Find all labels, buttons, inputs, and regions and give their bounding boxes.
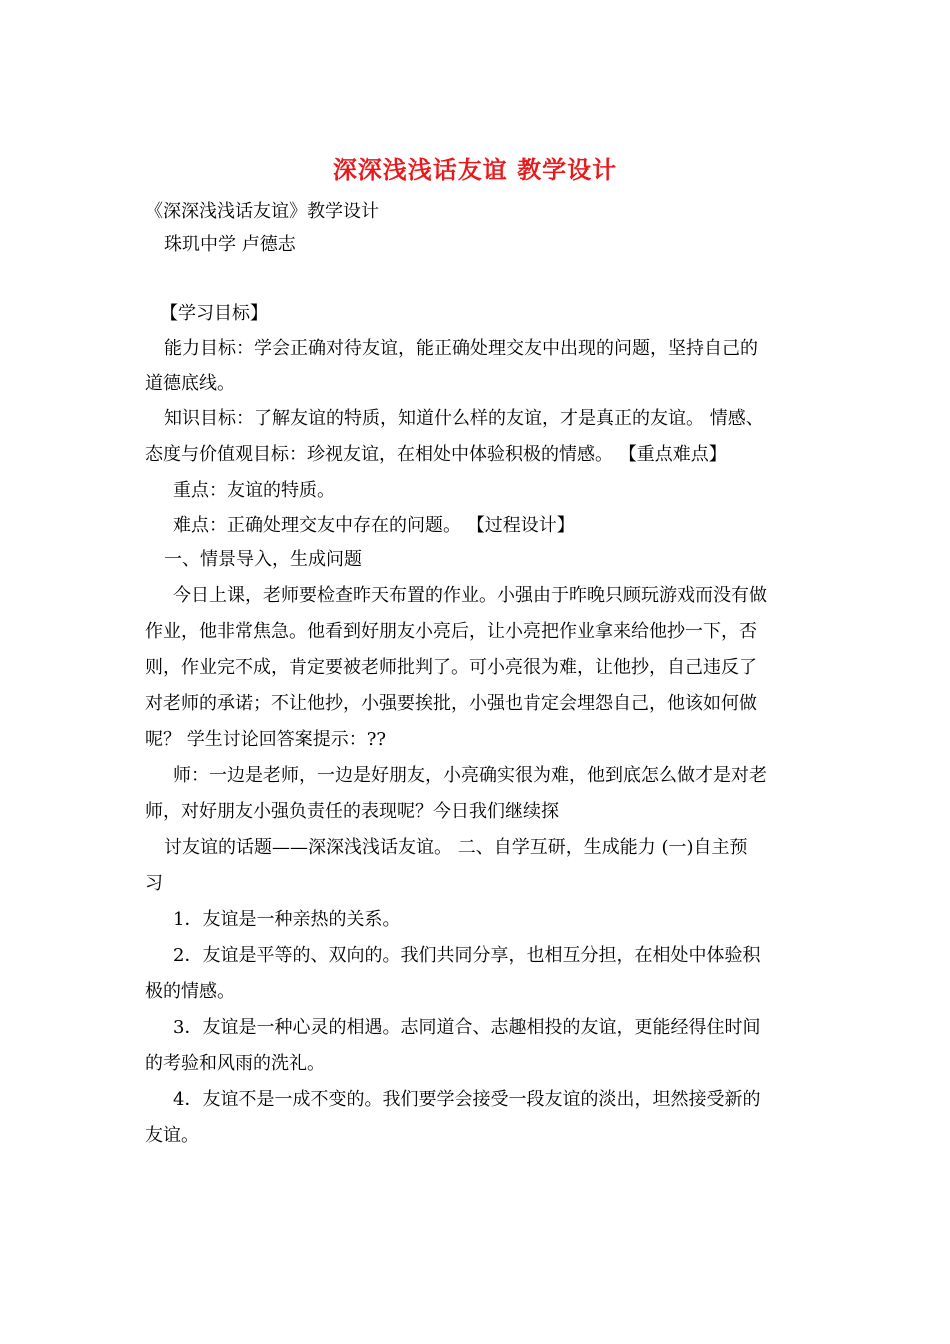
list-item-continued: 极的情感。 bbox=[145, 981, 235, 1002]
list-item: 2．友谊是平等的、双向的。我们共同分享，也相互分担，在相处中体验积 bbox=[173, 945, 761, 966]
list-item: 1．友谊是一种亲热的关系。 bbox=[173, 909, 401, 930]
section-heading-intro: 一、情景导入，生成问题 bbox=[164, 549, 362, 570]
paragraph-line: 今日上课，老师要检查昨天布置的作业。小强由于昨晚只顾玩游戏而没有做 bbox=[173, 585, 767, 606]
paragraph-line: 则，作业完不成，肯定要被老师批判了。可小亮很为难，让他抄，自己违反了 bbox=[145, 657, 757, 678]
paragraph-line: 难点：正确处理交友中存在的问题。 【过程设计】 bbox=[173, 515, 575, 536]
paragraph-line: 知识目标：了解友谊的特质，知道什么样的友谊，才是真正的友谊。 情感、 bbox=[164, 408, 764, 429]
paragraph-line: 重点：友谊的特质。 bbox=[173, 480, 335, 501]
paragraph-line: 态度与价值观目标：珍视友谊，在相处中体验积极的情感。 【重点难点】 bbox=[145, 444, 727, 465]
list-item: 4．友谊不是一成不变的。我们要学会接受一段友谊的淡出，坦然接受新的 bbox=[173, 1089, 761, 1110]
paragraph-line: 师：一边是老师，一边是好朋友，小亮确实很为难，他到底怎么做才是对老 bbox=[173, 765, 767, 786]
paragraph-line: 能力目标：学会正确对待友谊，能正确处理交友中出现的问题，坚持自己的 bbox=[164, 338, 758, 359]
subtitle-line: 《深深浅浅话友谊》教学设计 bbox=[145, 201, 379, 222]
document-title: 深深浅浅话友谊 教学设计 bbox=[332, 155, 618, 184]
paragraph-line: 讨友谊的话题——深深浅浅话友谊。 二、自学互研，生成能力 (一)自主预 bbox=[164, 837, 748, 858]
paragraph-line: 道德底线。 bbox=[145, 373, 235, 394]
author-line: 珠玑中学 卢德志 bbox=[164, 234, 296, 255]
list-item-continued: 的考验和风雨的洗礼。 bbox=[145, 1053, 325, 1074]
paragraph-line: 对老师的承诺；不让他抄，小强要挨批，小强也肯定会埋怨自己，他该如何做 bbox=[145, 693, 757, 714]
paragraph-line: 作业，他非常焦急。他看到好朋友小亮后，让小亮把作业拿来给他抄一下，否 bbox=[145, 621, 757, 642]
paragraph-line: 习 bbox=[145, 873, 163, 894]
paragraph-line: 呢？ 学生讨论回答案提示：?? bbox=[145, 729, 387, 750]
list-item: 3．友谊是一种心灵的相遇。志同道合、志趣相投的友谊，更能经得住时间 bbox=[173, 1017, 761, 1038]
list-item-continued: 友谊。 bbox=[145, 1125, 199, 1146]
section-heading-goals: 【学习目标】 bbox=[160, 303, 268, 324]
paragraph-line: 师，对好朋友小强负责任的表现呢？今日我们继续探 bbox=[145, 801, 559, 822]
